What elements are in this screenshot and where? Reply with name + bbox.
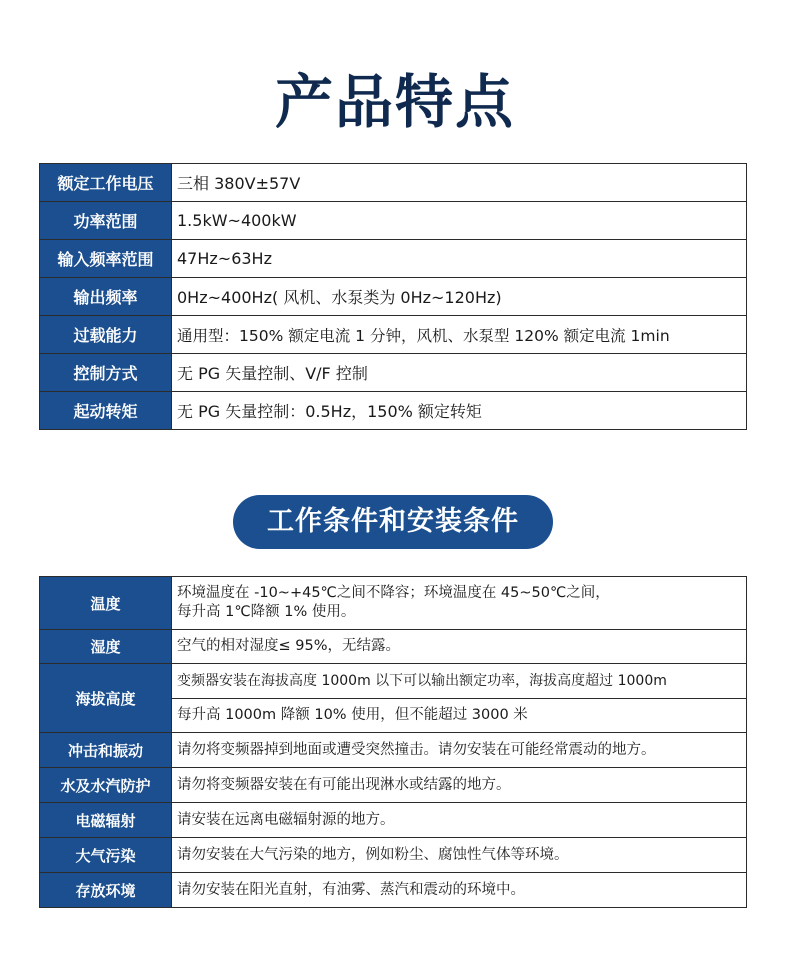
condition-label: 存放环境	[40, 873, 172, 908]
spec-label: 过载能力	[40, 316, 172, 354]
condition-value: 空气的相对湿度≤ 95%，无结露。	[172, 630, 747, 664]
spec-value: 无 PG 矢量控制：0.5Hz，150% 额定转矩	[172, 392, 747, 430]
condition-label: 温度	[40, 577, 172, 630]
spec-value: 0Hz~400Hz( 风机、水泵类为 0Hz~120Hz)	[172, 278, 747, 316]
spec-value: 通用型：150% 额定电流 1 分钟，风机、水泵型 120% 额定电流 1min	[172, 316, 747, 354]
table-row	[40, 392, 747, 430]
condition-value: 请勿将变频器掉到地面或遭受突然撞击。请勿安装在可能经常震动的地方。	[172, 733, 747, 768]
spec-value: 47Hz~63Hz	[172, 240, 747, 278]
table-row	[40, 630, 747, 664]
condition-label: 大气污染	[40, 838, 172, 873]
condition-value: 每升高 1000m 降额 10% 使用，但不能超过 3000 米	[172, 699, 747, 733]
spec-label: 起动转矩	[40, 392, 172, 430]
condition-value: 请勿将变频器安装在有可能出现淋水或结露的地方。	[172, 768, 747, 803]
table-row	[40, 768, 747, 803]
table-row	[40, 577, 747, 630]
condition-label: 冲击和振动	[40, 733, 172, 768]
condition-value: 请安装在远离电磁辐射源的地方。	[172, 803, 747, 838]
conditions-table	[39, 576, 747, 908]
spec-value: 无 PG 矢量控制、V/F 控制	[172, 354, 747, 392]
table-row	[40, 873, 747, 908]
table-row	[40, 838, 747, 873]
spec-value: 1.5kW~400kW	[172, 202, 747, 240]
section-heading-badge: 工作条件和安装条件	[233, 495, 553, 549]
spec-value: 三相 380V±57V	[172, 164, 747, 202]
condition-value: 请勿安装在大气污染的地方，例如粉尘、腐蚀性气体等环境。	[172, 838, 747, 873]
table-row	[40, 278, 747, 316]
table-row	[40, 733, 747, 768]
condition-value: 请勿安装在阳光直射，有油雾、蒸汽和震动的环境中。	[172, 873, 747, 908]
spec-label: 功率范围	[40, 202, 172, 240]
table-row	[40, 202, 747, 240]
condition-label: 水及水汽防护	[40, 768, 172, 803]
spec-label: 输出频率	[40, 278, 172, 316]
condition-line: 环境温度在 -10~+45℃之间不降容；环境温度在 45~50℃之间，	[177, 585, 610, 601]
condition-value	[172, 577, 747, 630]
table-row	[40, 240, 747, 278]
spec-label: 额定工作电压	[40, 164, 172, 202]
condition-label: 湿度	[40, 630, 172, 664]
spec-label: 输入频率范围	[40, 240, 172, 278]
condition-value: 变频器安装在海拔高度 1000m 以下可以输出额定功率，海拔高度超过 1000m	[172, 664, 747, 699]
spec-label: 控制方式	[40, 354, 172, 392]
condition-label: 电磁辐射	[40, 803, 172, 838]
table-row	[40, 664, 747, 699]
table-row	[40, 354, 747, 392]
page-title: 产品特点	[274, 68, 515, 136]
condition-label: 海拔高度	[40, 664, 172, 733]
table-row	[40, 164, 747, 202]
table-row	[40, 803, 747, 838]
condition-line: 每升高 1℃降额 1% 使用。	[177, 604, 356, 620]
spec-table	[39, 163, 747, 430]
table-row	[40, 316, 747, 354]
